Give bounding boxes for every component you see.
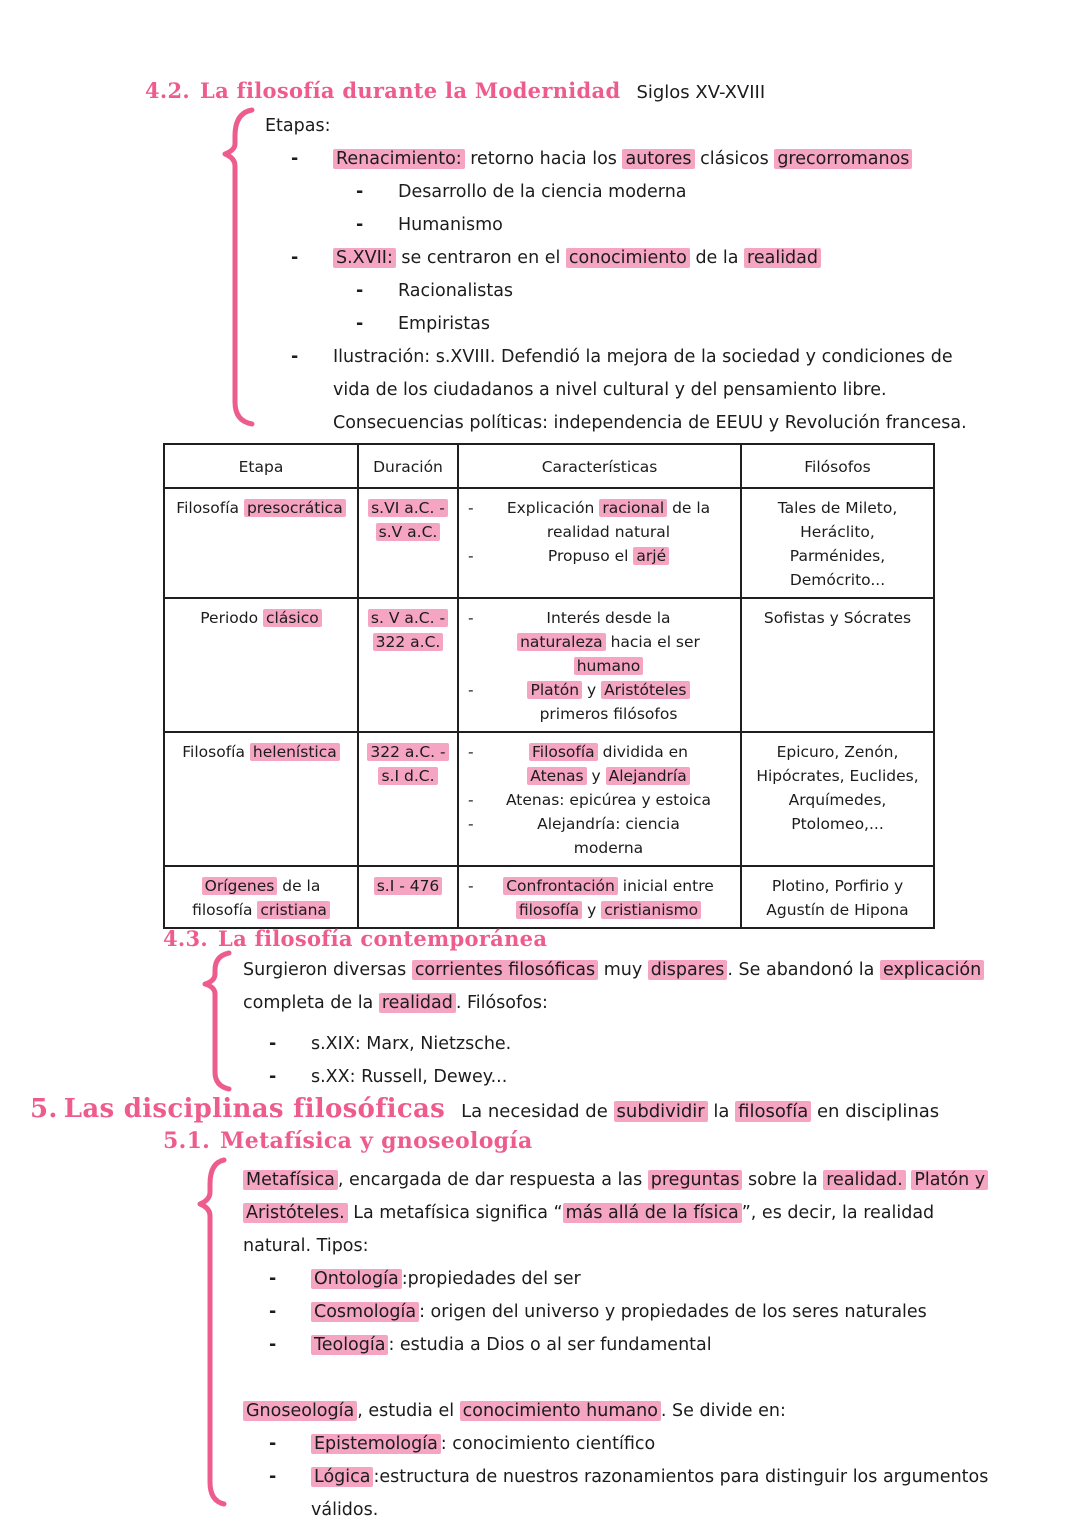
- text-line: [364, 520, 452, 544]
- highlighted-text: Confrontación: [503, 877, 618, 895]
- plain-text: y: [582, 681, 602, 699]
- plain-text: Arquímedes,: [788, 791, 887, 809]
- plain-text: . Filósofos:: [455, 993, 548, 1013]
- plain-text: válidos.: [311, 1500, 379, 1520]
- section-4-3-heading: [163, 926, 547, 951]
- highlighted-text: Aristóteles.: [243, 1203, 348, 1223]
- cell-duracion: [358, 866, 458, 928]
- plain-text: moderna: [573, 839, 644, 857]
- highlighted-text: conocimiento humano: [460, 1401, 661, 1421]
- text-line: [333, 341, 1035, 374]
- etapas-table: [163, 443, 935, 929]
- highlighted-text: dispares: [648, 960, 728, 980]
- plain-text: sobre la: [742, 1170, 824, 1190]
- text-line: [494, 606, 723, 630]
- highlighted-text: Ontología: [311, 1269, 402, 1289]
- text-line: [311, 1494, 1055, 1527]
- section-5-1-heading: [163, 1128, 533, 1154]
- plain-text: Periodo: [200, 609, 264, 627]
- bullet-dash: -: [291, 347, 299, 367]
- section-number: 5.1.: [163, 1128, 211, 1154]
- highlighted-text: realidad: [379, 993, 456, 1013]
- section-5-1-body: [243, 1164, 1055, 1527]
- bullet-text: [333, 242, 1035, 275]
- text-line: [747, 812, 928, 836]
- plain-text: Racionalistas: [398, 281, 514, 301]
- plain-text: vida de los ciudadanos a nivel cultural y del pensamiento libre.: [333, 380, 887, 400]
- text-line: [747, 544, 928, 568]
- cell-duracion: [358, 598, 458, 732]
- text-line: [494, 898, 723, 922]
- plain-text: Propuso el: [547, 547, 634, 565]
- highlighted-text: helenística: [250, 743, 340, 761]
- section-title: Las disciplinas filosóficas: [63, 1094, 446, 1124]
- text-line: [364, 764, 452, 788]
- highlighted-text: racional: [599, 499, 667, 517]
- plain-text: s.XX: Russell, Dewey...: [311, 1067, 508, 1087]
- gnoseologia-paragraph: [243, 1395, 1055, 1428]
- highlighted-text: Renacimiento:: [333, 149, 465, 169]
- plain-text: natural. Tipos:: [243, 1236, 369, 1256]
- text-line: [364, 740, 452, 764]
- bullet-item: [291, 341, 1035, 440]
- plain-text: Parménides,: [789, 547, 886, 565]
- highlighted-text: corrientes filosóficas: [412, 960, 598, 980]
- bullet-dash: -: [269, 1269, 277, 1289]
- bullet-item: [356, 308, 1035, 341]
- cell-duracion: [358, 488, 458, 598]
- highlighted-text: Epistemología: [311, 1434, 441, 1454]
- bullet-text: [333, 341, 1035, 440]
- text-line: [747, 568, 928, 592]
- bullet-text: [311, 1061, 1043, 1094]
- text-line: [494, 788, 723, 812]
- cell-bullet-item: [464, 606, 735, 678]
- plain-text: :estructura de nuestros razonamientos para distinguir los argumentos: [373, 1467, 989, 1487]
- highlighted-text: Filosofía: [529, 743, 598, 761]
- section-number: 4.3.: [163, 926, 209, 951]
- bullet-item: [269, 1461, 1055, 1527]
- plain-text: : conocimiento científico: [440, 1434, 656, 1454]
- highlighted-text: S.XVII:: [333, 248, 396, 268]
- plain-text: de la: [667, 499, 711, 517]
- plain-text: Agustín de Hipona: [766, 901, 909, 919]
- plain-text: . Se divide en:: [660, 1401, 786, 1421]
- highlighted-text: conocimiento: [566, 248, 690, 268]
- text-line: [333, 374, 1035, 407]
- plain-text: Ilustración: s.XVIII. Defendió la mejora de la sociedad y condiciones de: [333, 347, 953, 367]
- text-line: [494, 630, 723, 654]
- highlighted-text: explicación: [880, 960, 984, 980]
- text-line: [311, 1263, 1055, 1296]
- cell-bullet-item: [464, 812, 735, 860]
- bullet-dash: -: [269, 1335, 277, 1355]
- plain-text: en disciplinas: [811, 1101, 940, 1122]
- text-line: [747, 788, 928, 812]
- plain-text: primeros filósofos: [539, 705, 678, 723]
- plain-text: . Se abandonó la: [727, 960, 880, 980]
- text-line: [494, 496, 723, 520]
- bullet-dash: -: [269, 1434, 277, 1454]
- text-line: [170, 740, 352, 764]
- bullet-item: [291, 143, 1035, 176]
- section-number: 4.2.: [145, 78, 191, 103]
- plain-text: de la: [277, 877, 321, 895]
- text-line: [170, 898, 352, 922]
- bullet-dash: -: [468, 609, 474, 627]
- gnoseologia-bullet-list: [243, 1428, 1055, 1527]
- curly-brace-icon: [220, 106, 256, 428]
- plain-text: Demócrito...: [789, 571, 886, 589]
- table-body: [164, 488, 934, 928]
- plain-text: Tales de Mileto,: [777, 499, 898, 517]
- bullet-list: [243, 1028, 1043, 1094]
- bullet-item: [291, 242, 1035, 275]
- text-line: [747, 764, 928, 788]
- plain-text: Hipócrates, Euclides,: [756, 767, 919, 785]
- text-line: [333, 242, 1035, 275]
- highlighted-text: filosofía: [516, 901, 582, 919]
- plain-text: Ptolomeo,...: [791, 815, 884, 833]
- bullet-dash: -: [356, 182, 364, 202]
- text-line: [398, 308, 1035, 341]
- bullet-dash: -: [356, 281, 364, 301]
- bullet-dash: -: [356, 215, 364, 235]
- highlighted-text: más allá de la física: [563, 1203, 742, 1223]
- curly-brace-icon: [201, 950, 233, 1092]
- cell-caracteristicas: [458, 732, 741, 866]
- table-header-caracteristicas: Características: [458, 444, 741, 488]
- plain-text: Sofistas y Sócrates: [763, 609, 912, 627]
- highlighted-text: Lógica: [311, 1467, 373, 1487]
- highlighted-text: clásico: [263, 609, 322, 627]
- plain-text: La metafísica significa “: [347, 1203, 563, 1223]
- plain-text: La necesidad de: [461, 1101, 614, 1122]
- highlighted-text: preguntas: [648, 1170, 743, 1190]
- section-title: La filosofía durante la Modernidad: [200, 78, 621, 103]
- text-line: [170, 606, 352, 630]
- highlighted-text: Aristóteles: [601, 681, 689, 699]
- cell-bullet-item: [464, 874, 735, 922]
- section-tagline: [461, 1101, 939, 1122]
- highlighted-text: 322 a.C.: [373, 633, 444, 651]
- highlighted-text: subdividir: [614, 1101, 708, 1122]
- plain-text: Interés desde la: [546, 609, 671, 627]
- plain-text: Desarrollo de la ciencia moderna: [398, 182, 687, 202]
- table-row: [164, 866, 934, 928]
- text-line: [494, 702, 723, 726]
- section-number: 5.: [30, 1094, 58, 1124]
- highlighted-text: Teología: [311, 1335, 388, 1355]
- text-line: [364, 630, 452, 654]
- bullet-dash: -: [269, 1067, 277, 1087]
- plain-text: ”, es decir, la realidad: [741, 1203, 935, 1223]
- section-title: Metafísica y gnoseología: [220, 1128, 533, 1154]
- cell-bullet-item: [464, 740, 735, 788]
- plain-text: se centraron en el: [395, 248, 566, 268]
- curly-brace-icon: [196, 1156, 228, 1508]
- highlighted-text: Atenas: [527, 767, 586, 785]
- text-line: [243, 1164, 1055, 1197]
- highlighted-text: 322 a.C. -: [367, 743, 448, 761]
- bullet-text: [398, 209, 1035, 242]
- paragraph: [243, 954, 1043, 1020]
- cell-bullet-item: [464, 544, 735, 568]
- bullet-text: [311, 1329, 1055, 1362]
- cell-bullet-item: [464, 496, 735, 544]
- plain-text: realidad natural: [546, 523, 671, 541]
- cell-caracteristicas: [458, 866, 741, 928]
- cell-filosofos: [741, 488, 934, 598]
- bullet-item: [356, 275, 1035, 308]
- plain-text: : origen del universo y propiedades de los seres naturales: [419, 1302, 927, 1322]
- text-line: [311, 1028, 1043, 1061]
- plain-text: Surgieron diversas: [243, 960, 412, 980]
- plain-text: , encargada de dar respuesta a las: [337, 1170, 648, 1190]
- cell-duracion: [358, 732, 458, 866]
- text-line: [398, 176, 1035, 209]
- text-line: [364, 874, 452, 898]
- plain-text: y: [582, 901, 602, 919]
- bullet-dash: -: [269, 1302, 277, 1322]
- text-line: [364, 496, 452, 520]
- cell-bullet-item: [464, 678, 735, 726]
- text-line: [747, 874, 928, 898]
- highlighted-text: naturaleza: [517, 633, 606, 651]
- text-line: [747, 898, 928, 922]
- bullet-text: [311, 1428, 1055, 1461]
- highlighted-text: s.VI a.C. -: [368, 499, 448, 517]
- bullet-dash: -: [269, 1467, 277, 1487]
- section-title: La filosofía contemporánea: [218, 926, 548, 951]
- highlighted-text: s.I d.C.: [378, 767, 437, 785]
- text-line: [494, 764, 723, 788]
- highlighted-text: filosofía: [735, 1101, 811, 1122]
- highlighted-text: humano: [574, 657, 644, 675]
- plain-text: Heráclito,: [800, 523, 875, 541]
- cell-filosofos: [741, 598, 934, 732]
- plain-text: s.XIX: Marx, Nietzsche.: [311, 1034, 512, 1054]
- bullet-text: [311, 1461, 1055, 1527]
- bullet-dash: -: [468, 681, 474, 699]
- plain-text: Filosofía: [176, 499, 244, 517]
- highlighted-text: realidad: [744, 248, 821, 268]
- bullet-text: [398, 275, 1035, 308]
- plain-text: inicial entre: [617, 877, 714, 895]
- bullet-dash: -: [468, 815, 474, 833]
- text-line: [243, 1230, 1055, 1263]
- bullet-item: [269, 1028, 1043, 1061]
- metafisica-bullet-list: [243, 1263, 1055, 1362]
- section-subtitle: Siglos XV-XVIII: [636, 82, 766, 103]
- bullet-dash: -: [291, 248, 299, 268]
- cell-caracteristicas: [458, 598, 741, 732]
- bullet-dash: -: [356, 314, 364, 334]
- table-row: [164, 598, 934, 732]
- text-line: [333, 407, 1035, 440]
- plain-text: completa de la: [243, 993, 379, 1013]
- bullet-dash: -: [291, 149, 299, 169]
- highlighted-text: Metafísica: [243, 1170, 338, 1190]
- plain-text: clásicos: [694, 149, 775, 169]
- section-5-heading: [30, 1094, 939, 1124]
- plain-text: Atenas: epicúrea y estoica: [505, 791, 712, 809]
- highlighted-text: autores: [622, 149, 694, 169]
- cell-etapa: [164, 598, 358, 732]
- cell-bullet-text: [494, 544, 735, 568]
- plain-text: Epicuro, Zenón,: [776, 743, 899, 761]
- cell-etapa: [164, 488, 358, 598]
- plain-text: muy: [598, 960, 648, 980]
- highlighted-text: Orígenes: [202, 877, 278, 895]
- text-line: [494, 740, 723, 764]
- bullet-item: [269, 1263, 1055, 1296]
- text-line: [243, 987, 1043, 1020]
- highlighted-text: cristiana: [257, 901, 329, 919]
- cell-filosofos: [741, 732, 934, 866]
- bullet-text: [398, 176, 1035, 209]
- bullet-text: [333, 143, 1035, 176]
- table-header-filosofos: Filósofos: [741, 444, 934, 488]
- text-line: [747, 740, 928, 764]
- highlighted-text: realidad.: [823, 1170, 906, 1190]
- text-line: [311, 1061, 1043, 1094]
- text-line: [333, 143, 1035, 176]
- text-line: [170, 874, 352, 898]
- cell-etapa: [164, 866, 358, 928]
- section-4-2-heading: [145, 78, 765, 103]
- plain-text: de la: [689, 248, 745, 268]
- plain-text: Empiristas: [398, 314, 490, 334]
- cell-bullet-text: [494, 606, 735, 678]
- cell-filosofos: [741, 866, 934, 928]
- bullet-text: [398, 308, 1035, 341]
- cell-bullet-text: [494, 788, 735, 812]
- cell-bullet-text: [494, 874, 735, 922]
- bullet-item: [356, 176, 1035, 209]
- plain-text: retorno hacia los: [464, 149, 623, 169]
- plain-text: y: [586, 767, 606, 785]
- plain-text: Plotino, Porfirio y: [771, 877, 904, 895]
- section-4-2-body: [265, 110, 1035, 440]
- plain-text: : estudia a Dios o al ser fundamental: [388, 1335, 712, 1355]
- table-header-duracion: Duración: [358, 444, 458, 488]
- text-line: [170, 496, 352, 520]
- highlighted-text: Platón: [527, 681, 582, 699]
- bullet-text: [311, 1028, 1043, 1061]
- cell-caracteristicas: [458, 488, 741, 598]
- text-line: [398, 275, 1035, 308]
- cell-etapa: [164, 732, 358, 866]
- text-line: [494, 544, 723, 568]
- text-line: [311, 1428, 1055, 1461]
- text-line: [494, 678, 723, 702]
- cell-bullet-text: [494, 678, 735, 726]
- plain-text: Alejandría: ciencia: [537, 815, 680, 833]
- highlighted-text: arjé: [633, 547, 669, 565]
- highlighted-text: Platón y: [911, 1170, 988, 1190]
- section-4-3-body: [243, 954, 1043, 1094]
- cell-bullet-item: [464, 788, 735, 812]
- bullet-dash: -: [468, 791, 474, 809]
- bullet-text: [311, 1296, 1055, 1329]
- bullet-item: [269, 1061, 1043, 1094]
- bullet-dash: -: [468, 547, 474, 565]
- table-row: [164, 732, 934, 866]
- bullet-dash: -: [468, 743, 474, 761]
- text-line: [494, 874, 723, 898]
- text-line: [364, 606, 452, 630]
- plain-text: Explicación: [506, 499, 600, 517]
- text-line: [398, 209, 1035, 242]
- highlighted-text: Gnoseología: [243, 1401, 357, 1421]
- etapas-label: Etapas:: [265, 116, 331, 136]
- text-line: [243, 1395, 1055, 1428]
- table-header-etapa: Etapa: [164, 444, 358, 488]
- text-line: [494, 812, 723, 836]
- bullet-dash: -: [468, 877, 474, 895]
- table-row: [164, 488, 934, 598]
- bullet-item: [356, 209, 1035, 242]
- plain-text: la: [707, 1101, 736, 1122]
- text-line: [311, 1329, 1055, 1362]
- blank-line: [243, 1362, 1055, 1395]
- bullet-dash: -: [269, 1034, 277, 1054]
- text-line: [243, 1197, 1055, 1230]
- table-header-row: [164, 444, 934, 488]
- cell-bullet-text: [494, 812, 735, 860]
- plain-text: Humanismo: [398, 215, 503, 235]
- etapas-bullet-list: [265, 143, 1035, 440]
- text-line: [747, 606, 928, 630]
- text-line: [494, 654, 723, 678]
- highlighted-text: s.V a.C.: [376, 523, 441, 541]
- plain-text: :propiedades del ser: [401, 1269, 581, 1289]
- plain-text: Consecuencias políticas: independencia de EEUU y Revolución francesa.: [333, 413, 967, 433]
- bullet-item: [269, 1296, 1055, 1329]
- text-line: [311, 1461, 1055, 1494]
- highlighted-text: grecorromanos: [774, 149, 912, 169]
- plain-text: , estudia el: [357, 1401, 460, 1421]
- text-line: [747, 496, 928, 520]
- text-line: [494, 836, 723, 860]
- bullet-item: [269, 1428, 1055, 1461]
- metafisica-paragraph: [243, 1164, 1055, 1263]
- highlighted-text: Cosmología: [311, 1302, 419, 1322]
- cell-bullet-text: [494, 496, 735, 544]
- bullet-item: [269, 1329, 1055, 1362]
- highlighted-text: cristianismo: [601, 901, 701, 919]
- text-line: [494, 520, 723, 544]
- text-line: [311, 1296, 1055, 1329]
- plain-text: Filosofía: [182, 743, 250, 761]
- text-line: [243, 954, 1043, 987]
- plain-text: hacia el ser: [605, 633, 700, 651]
- highlighted-text: Alejandría: [606, 767, 690, 785]
- plain-text: filosofía: [192, 901, 258, 919]
- highlighted-text: presocrática: [244, 499, 346, 517]
- plain-text: dividida en: [597, 743, 689, 761]
- highlighted-text: s.I - 476: [374, 877, 443, 895]
- bullet-text: [311, 1263, 1055, 1296]
- bullet-dash: -: [468, 499, 474, 517]
- cell-bullet-text: [494, 740, 735, 788]
- highlighted-text: s. V a.C. -: [368, 609, 448, 627]
- text-line: [747, 520, 928, 544]
